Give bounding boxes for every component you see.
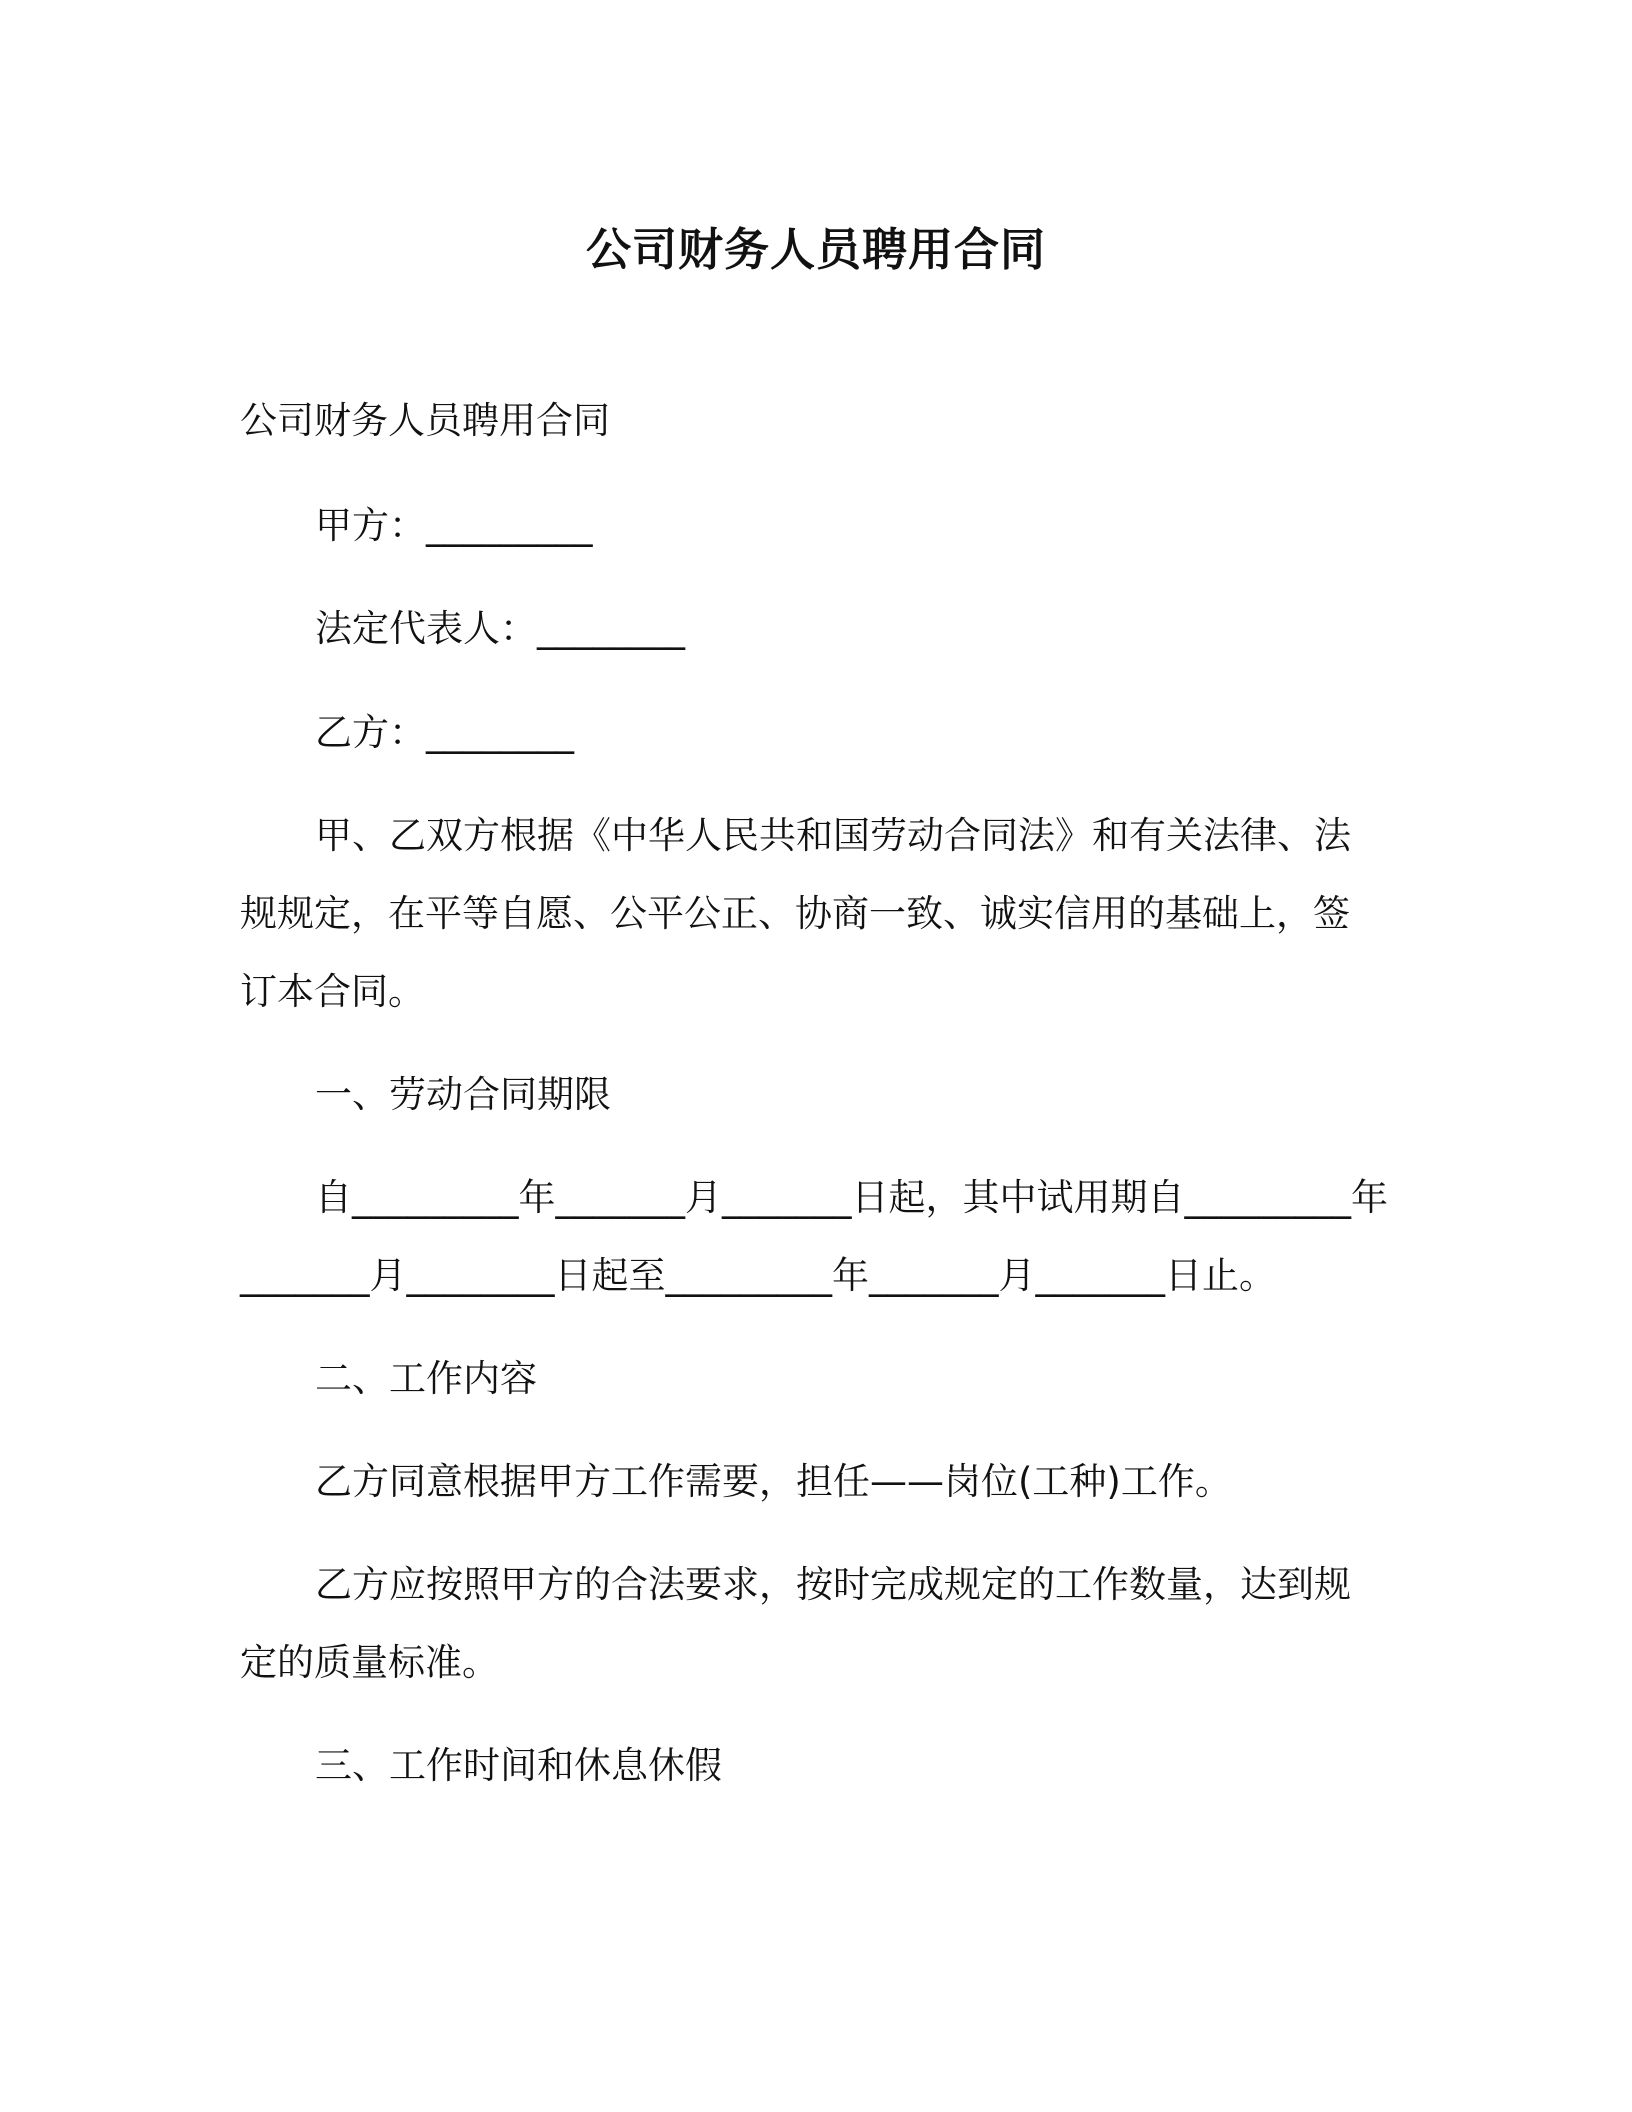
section-1-body-line-1: 自_________年_______月_______日起，其中试用期自_________年 [315, 1176, 1388, 1219]
section-2-body-line-1: 乙方同意根据甲方工作需要，担任——岗位(工种)工作。 [315, 1460, 1232, 1503]
preamble-line-3: 订本合同。 [240, 970, 425, 1013]
section-2-heading: 二、工作内容 [315, 1357, 537, 1400]
party-a-line: 甲方：_________ [315, 504, 593, 547]
section-1-body-line-2: _______月________日起至_________年_______月_______日止。 [240, 1254, 1276, 1297]
section-3-heading: 三、工作时间和休息休假 [315, 1744, 722, 1787]
preamble-line-1: 甲、乙双方根据《中华人民共和国劳动合同法》和有关法律、法 [315, 814, 1351, 857]
legal-representative-line: 法定代表人：________ [315, 607, 685, 650]
party-b-line: 乙方：________ [315, 711, 574, 754]
preamble-line-2: 规规定，在平等自愿、公平公正、协商一致、诚实信用的基础上，签 [240, 892, 1350, 935]
document-subtitle: 公司财务人员聘用合同 [240, 399, 610, 442]
section-1-heading: 一、劳动合同期限 [315, 1073, 611, 1116]
section-2-body-line-3: 定的质量标准。 [240, 1641, 499, 1684]
section-2-body-line-2: 乙方应按照甲方的合法要求，按时完成规定的工作数量，达到规 [315, 1563, 1351, 1606]
document-title: 公司财务人员聘用合同 [585, 223, 1046, 276]
